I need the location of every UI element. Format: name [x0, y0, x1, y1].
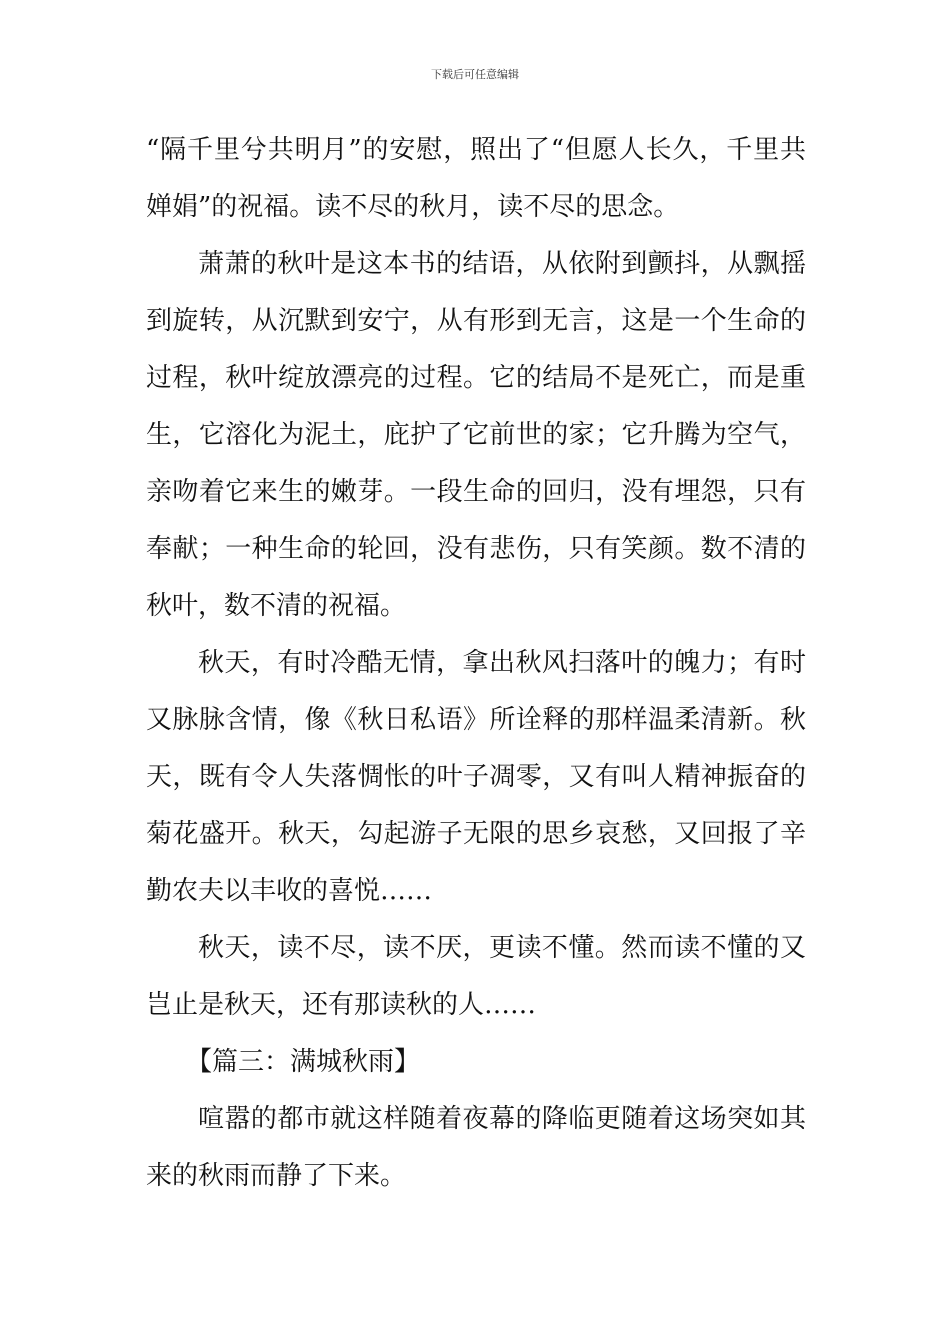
section-title: 【篇三：满城秋雨】: [186, 1047, 421, 1077]
body-text: [146, 122, 806, 1205]
paragraph-autumn-rain: 喧嚣的都市就这样随着夜幕的降临更随着这场突如其来的秋雨而静了下来。: [146, 1104, 806, 1191]
paragraph-continuation: “隔千里兮共明月”的安慰，照出了“但愿人长久，千里共婵娟”的祝福。读不尽的秋月，读不尽的思念。: [146, 135, 806, 222]
header-note: 下载后可任意编辑: [431, 68, 519, 81]
paragraph-autumn-leaves: 萧萧的秋叶是这本书的结语，从依附到颤抖，从飘摇到旋转，从沉默到安宁，从有形到无言，这是一个生命的过程，秋叶绽放漂亮的过程。它的结局不是死亡，而是重生，它溶化为泥土，庇护了它前世的家；它升腾为空气，亲吻着它来生的嫩芽。一段生命的回归，没有埋怨，只有奉献；一种生命的轮回，没有悲伤，只有笑颜。数不清的秋叶，数不清的祝福。: [146, 249, 806, 621]
paragraph-reading-autumn: 秋天，读不尽，读不厌，更读不懂。然而读不懂的又岂止是秋天，还有那读秋的人……: [146, 933, 806, 1020]
paragraph-autumn-moods: 秋天，有时冷酷无情，拿出秋风扫落叶的魄力；有时又脉脉含情，像《秋日私语》所诠释的那样温柔清新。秋天，既有令人失落惆怅的叶子凋零，又有叫人精神振奋的菊花盛开。秋天，勾起游子无限的思乡哀愁，又回报了辛勤农夫以丰收的喜悦……: [146, 648, 806, 906]
